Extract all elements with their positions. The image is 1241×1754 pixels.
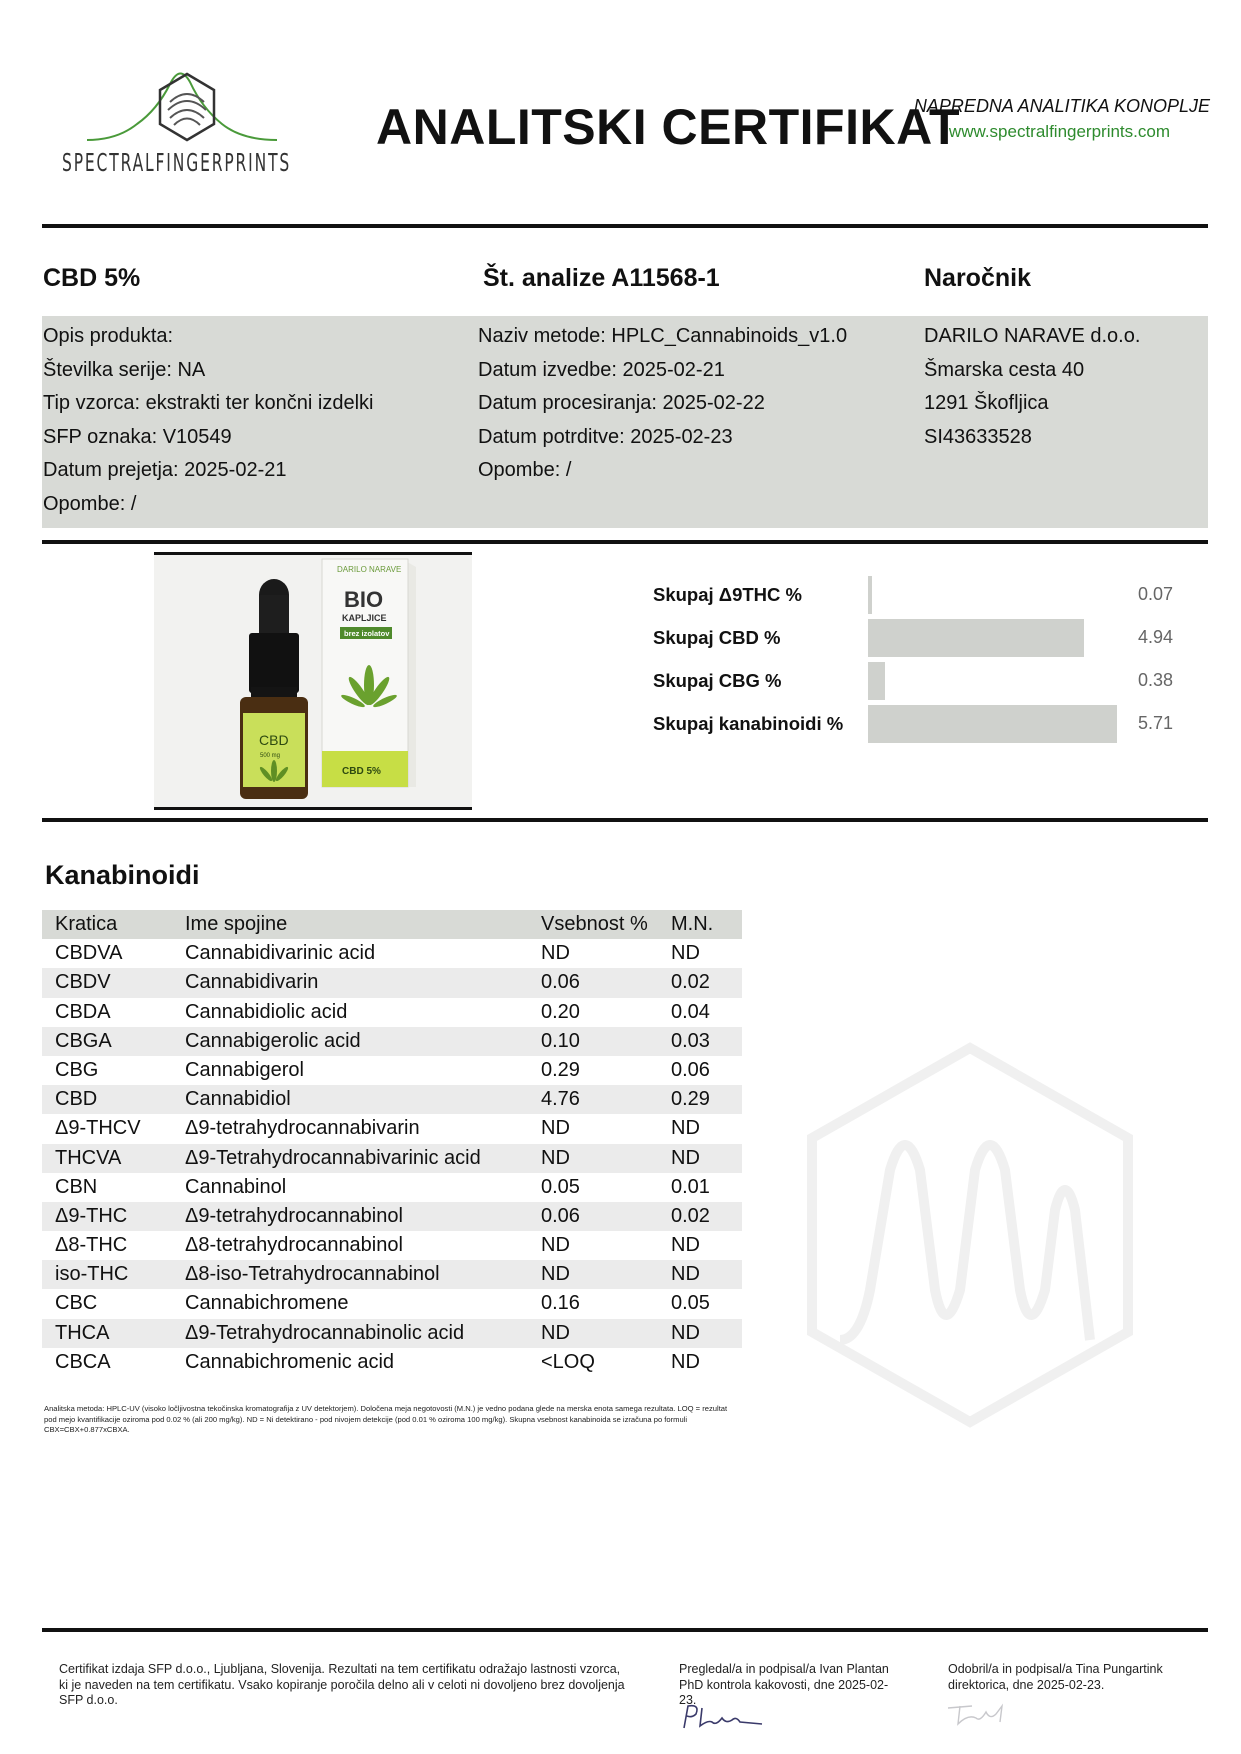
cell-content: ND bbox=[541, 1146, 570, 1169]
cannabinoids-section-title: Kanabinoidi bbox=[45, 860, 200, 890]
summary-bar bbox=[868, 576, 872, 614]
cell-content: 0.29 bbox=[541, 1058, 580, 1081]
analysis-notes: Opombe: / bbox=[478, 459, 572, 482]
table-row bbox=[42, 1173, 742, 1202]
table-row bbox=[42, 1202, 742, 1231]
cell-content: 0.20 bbox=[541, 1000, 580, 1023]
summary-bar-track bbox=[868, 705, 1130, 743]
cell-content: ND bbox=[541, 942, 570, 965]
cell-compound-name: Δ9-tetrahydrocannabinol bbox=[185, 1204, 403, 1227]
cell-uncertainty: ND bbox=[671, 1350, 700, 1373]
cell-uncertainty: 0.01 bbox=[671, 1175, 710, 1198]
product-photo bbox=[154, 552, 472, 810]
cell-content: 0.16 bbox=[541, 1292, 580, 1315]
table-row bbox=[42, 939, 742, 968]
cell-compound-name: Δ9-Tetrahydrocannabinolic acid bbox=[185, 1321, 465, 1344]
product-title: CBD 5% bbox=[43, 264, 141, 292]
box-label-text: CBD 5% bbox=[342, 766, 381, 777]
cell-compound-name: Cannabigerol bbox=[185, 1058, 304, 1081]
cell-uncertainty: 0.29 bbox=[671, 1088, 710, 1111]
cell-compound-name: Cannabidivarinic acid bbox=[185, 942, 376, 965]
cell-content: 0.10 bbox=[541, 1029, 580, 1052]
method-note: Analitska metoda: HPLC-UV (visoko ločljivostna tekočinska kromatografija z UV detektorjem). Določena meja negotovosti (M.N.) je vedno podana glede na merska enota samega rezultata. LOQ = rezultat pod mejo kvantifikacije oziroma pod 0.02 % (ali 200 mg/kg). ND = Ni detektirano - pod nivojem detekcije (pod 0.01 % oziroma 100 mg/kg). Skupna vsebnost kanabinoida se izračuna po formuli CBX=CBX+0.877xCBXA. bbox=[44, 1404, 728, 1434]
summary-bar-track bbox=[868, 662, 1130, 700]
lab-website-link[interactable]: www.spectralfingerprints.com bbox=[948, 122, 1170, 141]
summary-value: 4.94 bbox=[1138, 627, 1174, 647]
table-row bbox=[42, 998, 742, 1027]
cell-content: 4.76 bbox=[541, 1088, 580, 1111]
cell-abbreviation: THCA bbox=[55, 1321, 110, 1344]
lab-tagline: NAPREDNA ANALITIKA KONOPLJE bbox=[913, 96, 1210, 116]
table-row bbox=[42, 1260, 742, 1289]
table-row bbox=[42, 1319, 742, 1348]
sfp-code: SFP oznaka: V10549 bbox=[43, 425, 232, 448]
summary-bar-track bbox=[868, 619, 1130, 657]
product-illustration bbox=[154, 555, 472, 807]
header-uncertainty: M.N. bbox=[671, 913, 714, 935]
client-details bbox=[924, 320, 1140, 454]
cell-abbreviation: CBC bbox=[55, 1292, 98, 1315]
cell-abbreviation: CBN bbox=[55, 1175, 98, 1198]
cell-compound-name: Cannabichromene bbox=[185, 1292, 349, 1315]
confirmation-date: Datum potrditve: 2025-02-23 bbox=[478, 425, 733, 448]
table-header-row bbox=[42, 910, 742, 939]
cell-content: ND bbox=[541, 1263, 570, 1286]
cell-abbreviation: Δ8-THC bbox=[55, 1234, 128, 1257]
box-title-text: BIO bbox=[344, 587, 384, 612]
cell-compound-name: Cannabinol bbox=[185, 1175, 287, 1198]
table-body bbox=[42, 939, 742, 1377]
footer-approved-by: Odobril/a in podpisal/a Tina Pungartink direktorica, dne 2025-02-23. bbox=[948, 1662, 1163, 1692]
info-divider bbox=[42, 540, 1208, 544]
cell-compound-name: Cannabidiolic acid bbox=[185, 1000, 348, 1023]
box-brand-text: DARILO NARAVE bbox=[337, 565, 402, 574]
cell-abbreviation: CBGA bbox=[55, 1029, 112, 1052]
cell-content: 0.06 bbox=[541, 971, 580, 994]
product-details bbox=[43, 320, 373, 522]
table-row bbox=[42, 1114, 742, 1143]
table-row bbox=[42, 968, 742, 997]
execution-date: Datum izvedbe: 2025-02-21 bbox=[478, 358, 725, 381]
client-name: DARILO NARAVE d.o.o. bbox=[924, 325, 1141, 347]
table-row bbox=[42, 1289, 742, 1318]
cell-uncertainty: 0.06 bbox=[671, 1058, 710, 1081]
cell-abbreviation: CBDV bbox=[55, 971, 111, 994]
product-notes: Opombe: / bbox=[43, 492, 137, 515]
summary-bar bbox=[868, 705, 1117, 743]
summary-label: Skupaj kanabinoidi % bbox=[653, 713, 844, 734]
cell-compound-name: Cannabidivarin bbox=[185, 971, 319, 994]
processing-date: Datum procesiranja: 2025-02-22 bbox=[478, 392, 765, 415]
cell-uncertainty: 0.04 bbox=[671, 1000, 710, 1023]
received-date: Datum prejetja: 2025-02-21 bbox=[43, 459, 287, 482]
analysis-number: Št. analize A11568-1 bbox=[483, 264, 720, 292]
client-street: Šmarska cesta 40 bbox=[924, 358, 1085, 381]
cell-uncertainty: ND bbox=[671, 1234, 700, 1257]
cell-abbreviation: iso-THC bbox=[55, 1263, 129, 1286]
cell-content: 0.05 bbox=[541, 1175, 580, 1198]
header-content-percent: Vsebnost % bbox=[541, 913, 648, 935]
table-row bbox=[42, 1085, 742, 1114]
cell-content: ND bbox=[541, 1234, 570, 1257]
summary-bar bbox=[868, 662, 885, 700]
cell-uncertainty: 0.02 bbox=[671, 971, 710, 994]
cell-uncertainty: ND bbox=[671, 1146, 700, 1169]
summary-label: Skupaj CBD % bbox=[653, 627, 781, 648]
cell-compound-name: Δ8-tetrahydrocannabinol bbox=[185, 1234, 403, 1257]
table-row bbox=[42, 1231, 742, 1260]
cell-compound-name: Δ8-iso-Tetrahydrocannabinol bbox=[185, 1263, 440, 1286]
cell-abbreviation: CBG bbox=[55, 1058, 99, 1081]
cell-content: 0.06 bbox=[541, 1204, 580, 1227]
cell-abbreviation: CBDA bbox=[55, 1000, 111, 1023]
cell-compound-name: Cannabigerolic acid bbox=[185, 1029, 361, 1052]
table-row bbox=[42, 1348, 742, 1377]
cell-abbreviation: CBDVA bbox=[55, 942, 123, 965]
bottle-label-text: CBD bbox=[259, 732, 289, 748]
reviewer-signature bbox=[678, 1700, 768, 1732]
product-description: Opis produkta: bbox=[43, 325, 174, 347]
cell-compound-name: Cannabidiol bbox=[185, 1088, 291, 1111]
box-subtitle-text: KAPLJICE bbox=[342, 613, 387, 623]
footer-reviewed-by: Pregledal/a in podpisal/a Ivan Plantan PhD kontrola kakovosti, dne 2025-02-23. bbox=[679, 1662, 889, 1707]
header-abbreviation: Kratica bbox=[55, 913, 118, 935]
cell-abbreviation: CBCA bbox=[55, 1350, 111, 1373]
client-vat: SI43633528 bbox=[924, 425, 1032, 448]
cell-abbreviation: Δ9-THCV bbox=[55, 1117, 141, 1140]
table-row bbox=[42, 1027, 742, 1056]
cannabinoids-table bbox=[42, 910, 742, 1377]
summary-divider bbox=[42, 818, 1208, 822]
cell-uncertainty: ND bbox=[671, 1321, 700, 1344]
footer-divider bbox=[42, 1628, 1208, 1632]
cell-uncertainty: 0.03 bbox=[671, 1029, 710, 1052]
header-compound-name: Ime spojine bbox=[185, 913, 288, 935]
bottle-sub-text: 500 mg bbox=[260, 753, 281, 759]
watermark-logo bbox=[800, 1040, 1140, 1430]
approver-signature bbox=[944, 1700, 1014, 1728]
cell-compound-name: Δ9-tetrahydrocannabivarin bbox=[185, 1117, 420, 1140]
certificate-title: ANALITSKI CERTIFIKAT bbox=[376, 99, 961, 155]
cell-uncertainty: ND bbox=[671, 1117, 700, 1140]
cell-uncertainty: ND bbox=[671, 942, 700, 965]
cell-content: ND bbox=[541, 1117, 570, 1140]
summary-bar-track bbox=[868, 576, 1130, 614]
summary-label: Skupaj Δ9THC % bbox=[653, 584, 802, 605]
cell-abbreviation: CBD bbox=[55, 1088, 98, 1111]
client-title: Naročnik bbox=[924, 264, 1031, 292]
cell-uncertainty: 0.05 bbox=[671, 1292, 710, 1315]
box-tag-text: brez izolatov bbox=[344, 629, 390, 638]
summary-value: 0.07 bbox=[1138, 584, 1174, 604]
sample-type: Tip vzorca: ekstrakti ter končni izdelki bbox=[43, 392, 374, 415]
table-row bbox=[42, 1144, 742, 1173]
analysis-details bbox=[478, 320, 847, 488]
cell-uncertainty: ND bbox=[671, 1263, 700, 1286]
cell-abbreviation: Δ9-THC bbox=[55, 1204, 128, 1227]
cell-uncertainty: 0.02 bbox=[671, 1204, 710, 1227]
summary-value: 5.71 bbox=[1138, 713, 1174, 733]
batch-number: Številka serije: NA bbox=[43, 358, 206, 381]
header-divider bbox=[42, 224, 1208, 228]
summary-bar bbox=[868, 619, 1084, 657]
cell-content: ND bbox=[541, 1321, 570, 1344]
logo-wordmark: SPECTRALFINGERPRINTS bbox=[62, 148, 292, 177]
method-name: Naziv metode: HPLC_Cannabinoids_v1.0 bbox=[478, 325, 848, 347]
summary-value: 0.38 bbox=[1138, 670, 1174, 690]
cell-abbreviation: THCVA bbox=[55, 1146, 122, 1169]
summary-label: Skupaj CBG % bbox=[653, 670, 782, 691]
cell-content: <LOQ bbox=[541, 1350, 595, 1373]
cell-compound-name: Δ9-Tetrahydrocannabivarinic acid bbox=[185, 1146, 481, 1169]
client-city: 1291 Škofljica bbox=[924, 392, 1049, 415]
footer-disclaimer: Certifikat izdaja SFP d.o.o., Ljubljana, Slovenija. Rezultati na tem certifikatu odražajo lastnosti vzorca, ki je naveden na tem certifikatu. Vsako kopiranje poročila delno ali v celoti ni dovoljeno brez dovoljenja SFP d.o.o. bbox=[59, 1662, 625, 1707]
cell-compound-name: Cannabichromenic acid bbox=[185, 1350, 395, 1373]
table-row bbox=[42, 1056, 742, 1085]
